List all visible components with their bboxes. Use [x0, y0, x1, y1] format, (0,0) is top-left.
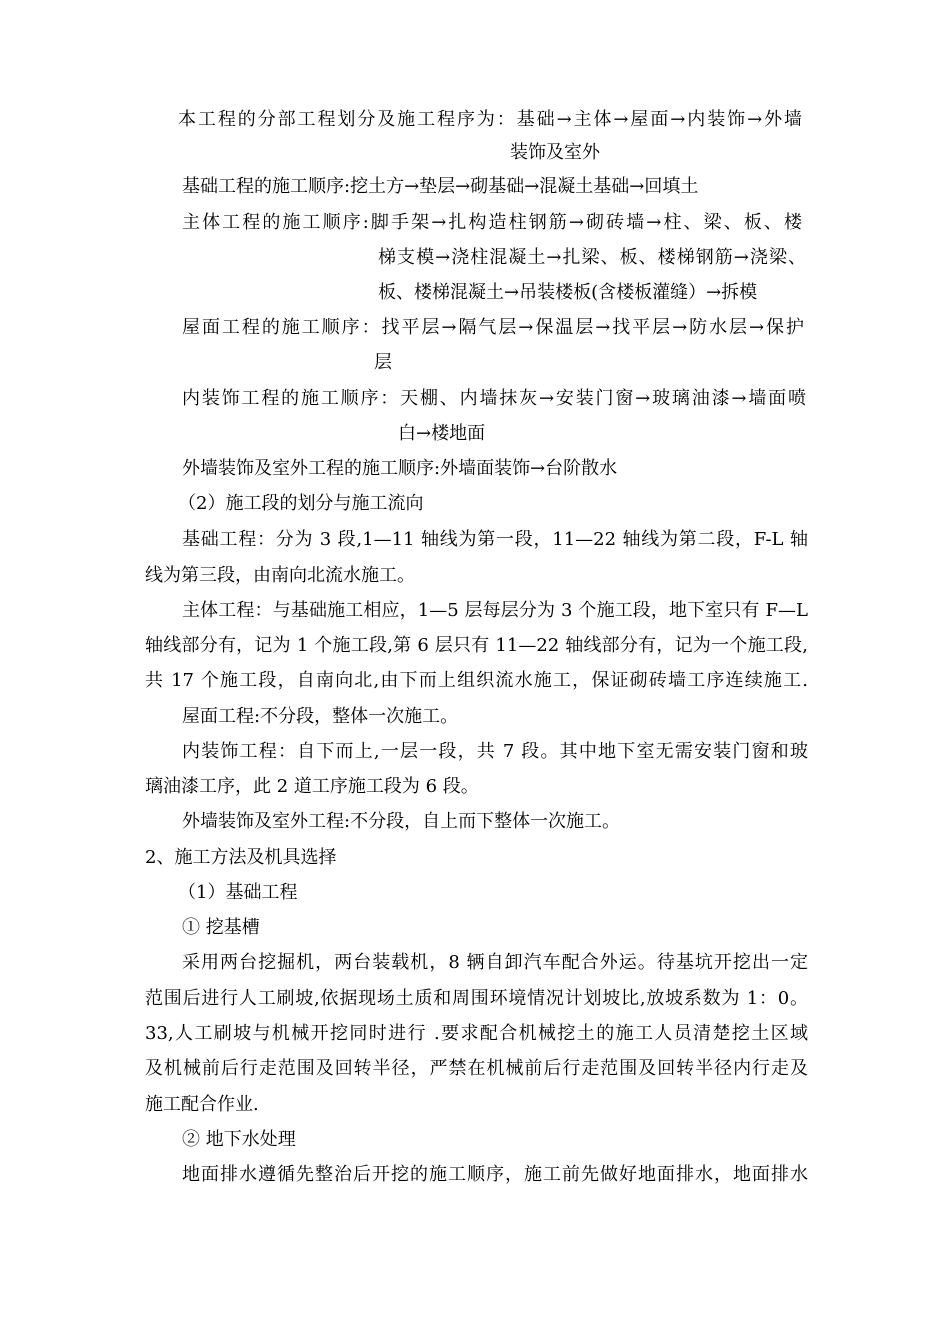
text-line: 主体工程：与基础施工相应，1—5 层每层分为 3 个施工段，地下室只有 F—L [182, 600, 808, 621]
text-line: （2）施工段的划分与施工流向 [178, 493, 424, 514]
text-line: 内装饰工程：自下而上,一层一段，共 7 段。其中地下室无需安装门窗和玻 [182, 741, 808, 762]
text-line: 基础工程的施工顺序:挖土方→垫层→砌基础→混凝土基础→回填土 [182, 176, 699, 197]
text-line: 板、楼梯混凝土→吊装楼板(含楼板灌缝）→拆模 [378, 282, 758, 303]
text-line: 层 [374, 352, 392, 373]
section-heading: 2、施工方法及机具选择 [145, 847, 337, 868]
text-line: 及机械前后行走范围及回转半径，严禁在机械前后行走范围及回转半径内行走及 [145, 1058, 808, 1079]
text-line: 施工配合作业. [145, 1094, 259, 1115]
text-line: 梯支模→浇柱混凝土→扎梁、板、楼梯钢筋→浇梁、 [378, 247, 806, 268]
text-line: 地面排水遵循先整治后开挖的施工顺序，施工前先做好地面排水，地面排水 [182, 1164, 808, 1185]
text-line: 采用两台挖掘机，两台装载机，8 辆自卸汽车配合外运。待基坑开挖出一定 [182, 952, 808, 973]
text-line: 轴线部分有，记为 1 个施工段,第 6 层只有 11—22 轴线部分有，记为一个施工段, [145, 635, 808, 656]
text-line: 装饰及室外 [510, 142, 600, 163]
text-line: 共 17 个施工段，自南向北,由下而上组织流水施工，保证砌砖墙工序连续施工. [145, 670, 808, 691]
text-line: 线为第三段，由南向北流水施工。 [145, 565, 415, 586]
text-line: 白→楼地面 [398, 423, 486, 444]
subsection-heading: （1）基础工程 [178, 882, 298, 903]
item-heading: ② 地下水处理 [182, 1129, 296, 1150]
text-line: 范围后进行人工刷坡,依据现场土质和周围环境情况计划坡比,放坡系数为 1：0。 [145, 988, 808, 1009]
text-line: 33,人工刷坡与机械开挖同时进行 .要求配合机械挖土的施工人员清楚挖土区域 [145, 1023, 808, 1044]
text-line: 外墙装饰及室外工程:不分段，自上而下整体一次施工。 [182, 811, 621, 832]
text-line: 璃油漆工序，此 2 道工序施工段为 6 段。 [145, 776, 479, 797]
text-line: 基础工程：分为 3 段,1—11 轴线为第一段，11—22 轴线为第二段，F-L 轴 [182, 529, 808, 550]
text-line: 外墙装饰及室外工程的施工顺序:外墙面装饰→台阶散水 [182, 458, 618, 479]
text-line: 主体工程的施工顺序:脚手架→扎构造柱钢筋→砌砖墙→柱、梁、板、楼 [182, 212, 802, 233]
text-line: 本工程的分部工程划分及施工程序为：基础→主体→屋面→内装饰→外墙 [178, 109, 802, 130]
text-line: 屋面工程的施工顺序：找平层→隔气层→保温层→找平层→防水层→保护 [182, 317, 804, 338]
text-line: 屋面工程:不分段，整体一次施工。 [182, 706, 459, 727]
item-heading: ① 挖基槽 [182, 917, 260, 938]
text-line: 内装饰工程的施工顺序：天棚、内墙抹灰→安装门窗→玻璃油漆→墙面喷 [182, 388, 806, 409]
